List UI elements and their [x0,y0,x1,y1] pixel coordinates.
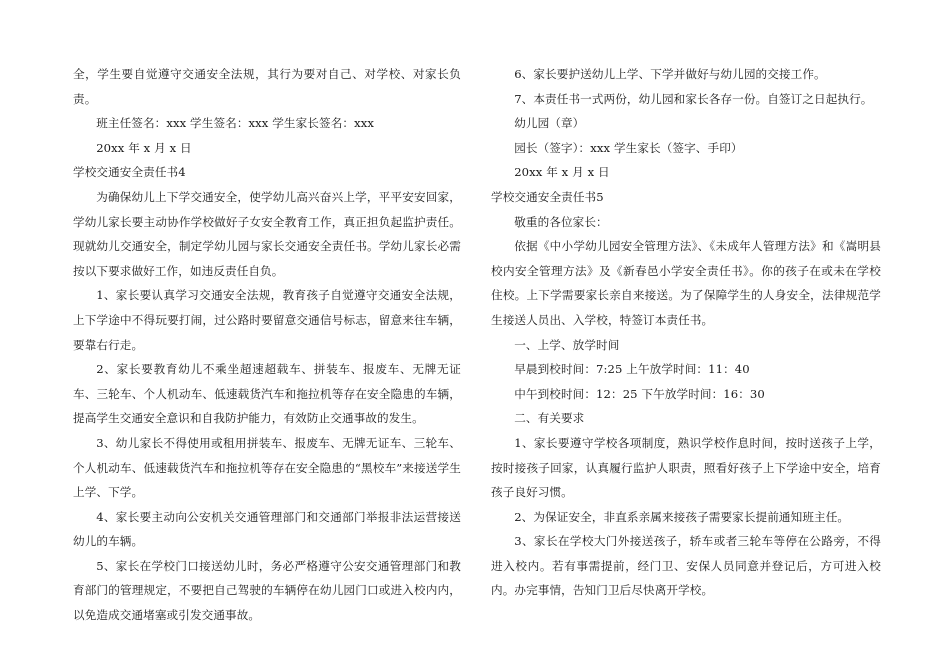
paragraph: 1、家长要遵守学校各项制度，熟识学校作息时间，按时送孩子上学，按时接孩子回家，认真履行监护人职责，照看好孩子上下学途中安全，培育孩子良好习惯。 [491,435,881,500]
right-column [491,62,881,603]
paragraph: 3、家长在学校大门外接送孩子，轿车或者三轮车等停在公路旁，不得进入校内。若有事需提前，经门卫、安保人员同意并登记后，方可进入校内。办完事情，告知门卫后尽快离开学校。 [491,534,881,598]
seal-line: 幼儿园（章） [514,116,585,131]
salutation: 敬重的各位家长： [514,214,608,229]
paragraph: 2、为保证安全，非直系亲属来接孩子需要家长提前通知班主任。 [514,509,850,524]
paragraph: 4、家长要主动向公安机关交通管理部门和交通部门举报非法运营接送幼儿的车辆。 [73,509,461,549]
paragraph: 全，学生要自觉遵守交通安全法规，其行为要对自己、对学校、对家长负责。 [73,67,461,106]
section-title: 学校交通安全责任书4 [73,165,186,180]
paragraph: 为确保幼儿上下学交通安全，使学幼儿高兴奋兴上学，平平安安回家，学幼儿家长要主动协作学校做好子女安全教育工作，真正担负起监护责任。现就幼儿交通安全，制定学幼儿园与家长交通安全责任书。学幼儿家长必需按以下要求做好工作，如违反责任自负。 [73,189,461,278]
schedule-line: 早晨到校时间：7:25 上午放学时间：11：40 [514,362,750,377]
signature-line: 园长（签字）：xxx 学生家长（签字、手印） [514,140,743,155]
schedule-line: 中午到校时间：12：25 下午放学时间：16：30 [514,386,765,401]
paragraph: 6、家长要护送幼儿上学、下学并做好与幼儿园的交接工作。 [514,67,826,81]
heading: 一、上学、放学时间 [514,337,620,352]
signature-line: 班主任签名：xxx 学生签名：xxx 学生家长签名：xxx [96,116,374,131]
paragraph: 3、幼儿家长不得使用或租用拼装车、报废车、无牌无证车、三轮车、个人机动车、低速载货汽车和拖拉机等存在安全隐患的“黑校车”来接送学生上学、下学。 [73,435,461,500]
section-title: 学校交通安全责任书5 [491,189,604,204]
date-line: 20xx 年 x 月 x 日 [96,140,192,155]
date-line: 20xx 年 x 月 x 日 [514,165,610,180]
heading: 二、有关要求 [514,411,585,426]
paragraph: 依据《中小学幼儿园安全管理方法》、《未成年人管理方法》和《嵩明县校内安全管理方法》及《新春邑小学安全责任书》。你的孩子在或未在学校住校。上下学需要家长亲自来接送。为了保障学生的人身安全，法律规范学生接送人员出、入学校，特签订本责任书。 [491,239,881,327]
left-column [73,62,461,628]
paragraph: 7、本责任书一式两份，幼儿园和家长各存一份。自签订之日起执行。 [514,91,873,106]
paragraph: 2、家长要教育幼儿不乘坐超速超载车、拼装车、报废车、无牌无证车、三轮车、个人机动车、低速载货汽车和拖拉机等存在安全隐患的车辆，提高学生交通安全意识和自我防护能力，有效防止交通事故的发生。 [73,362,461,426]
paragraph: 1、家长要认真学习交通安全法规，教育孩子自觉遵守交通安全法规，上下学途中不得玩要打闹，过公路时要留意交通信号标志，留意来往车辆，要靠右行走。 [73,288,461,352]
paragraph: 5、家长在学校门口接送幼儿时，务必严格遵守公安交通管理部门和教育部门的管理规定，不要把自己驾驶的车辆停在幼儿园门口或进入校内内，以免造成交通堵塞或引发交通事故。 [73,558,461,623]
